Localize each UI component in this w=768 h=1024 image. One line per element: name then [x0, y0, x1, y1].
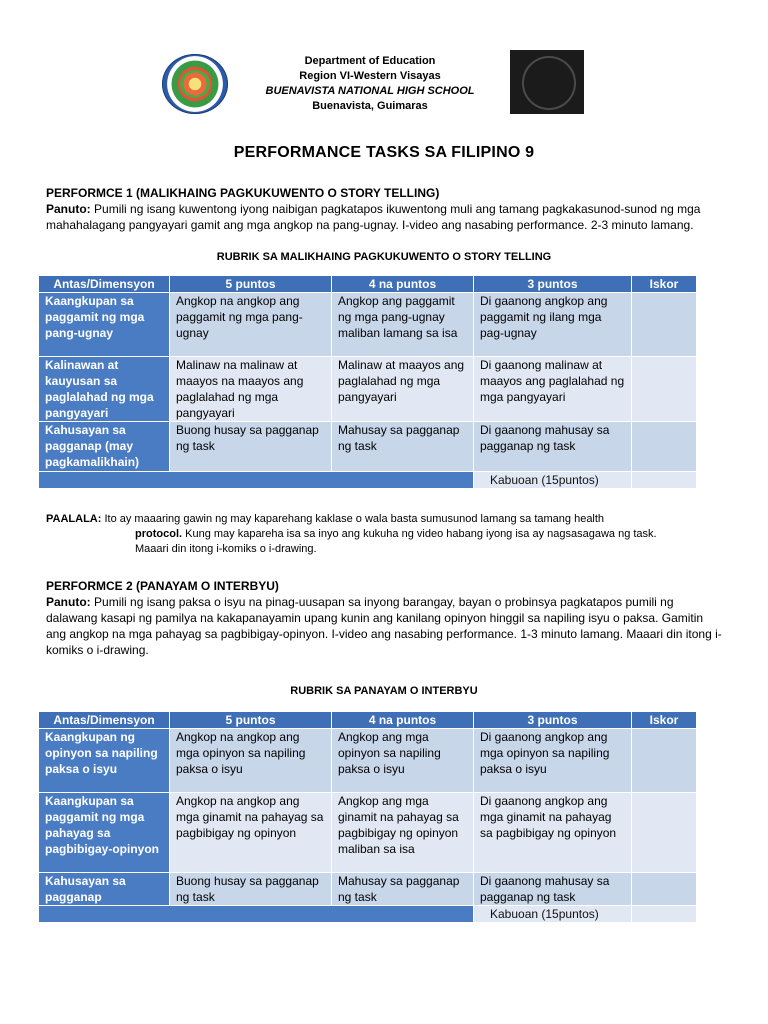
row-criterion: Kaangkupan ng opinyon sa napiling paksa o isyu: [39, 729, 170, 793]
score-cell: [632, 422, 697, 472]
document-header: [0, 0, 768, 120]
school-seal-logo: [510, 50, 584, 114]
table-cell: Di gaanong angkop ang mga opinyon sa napiling paksa o isyu: [474, 729, 632, 793]
table-row: [39, 873, 697, 906]
table-header-row: [39, 712, 697, 729]
table-header-row: [39, 276, 697, 293]
total-row: [39, 906, 697, 923]
table-cell: Di gaanong angkop ang mga ginamit na pahayag sa pagbibigay ng opinyon: [474, 793, 632, 873]
table-cell: Mahusay sa pagganap ng task: [332, 422, 474, 472]
task2-instr-label: Panuto:: [46, 595, 91, 609]
task2-rubric-title: RUBRIK SA PANAYAM O INTERBYU: [290, 685, 478, 697]
task1-instr-label: Panuto:: [46, 202, 91, 216]
score-cell: [632, 873, 697, 906]
page-title: PERFORMANCE TASKS SA FILIPINO 9: [233, 144, 535, 161]
score-cell: [632, 729, 697, 793]
row-criterion: Kalinawan at kauyusan sa paglalahad ng mga pangyayari: [39, 357, 170, 422]
total-score-cell: [632, 472, 697, 489]
col-header: 5 puntos: [170, 712, 332, 729]
score-cell: [632, 357, 697, 422]
header-text: [232, 54, 508, 114]
table-cell: Angkop na angkop ang mga ginamit na pahayag sa pagbibigay ng opinyon: [170, 793, 332, 873]
task1-rubric-title: RUBRIK SA MALIKHAING PAGKUKUWENTO O STORY TELLING: [216, 251, 552, 263]
row-criterion: Kaangkupan sa paggamit ng mga pang-ugnay: [39, 293, 170, 357]
table-cell: Angkop na angkop ang mga opinyon sa napiling paksa o isyu: [170, 729, 332, 793]
note-text-line4: Maaari din itong i-komiks o i-drawing.: [135, 543, 317, 555]
table-cell: Angkop ang paggamit ng mga pang-ugnay maliban lamang sa isa: [332, 293, 474, 357]
table-row: [39, 422, 697, 472]
col-header: 5 puntos: [170, 276, 332, 293]
table-cell: Buong husay sa pagganap ng task: [170, 422, 332, 472]
table-cell: Di gaanong angkop ang paggamit ng ilang mga pag-ugnay: [474, 293, 632, 357]
table-cell: Angkop na angkop ang paggamit ng mga pang-ugnay: [170, 293, 332, 357]
table-cell: Angkop ang mga ginamit na pahayag sa pagbibigay ng opinyon maliban sa isa: [332, 793, 474, 873]
table-row: [39, 357, 697, 422]
header-region: Region VI-Western Visayas: [299, 70, 441, 82]
total-label: Kabuoan (15puntos): [474, 472, 632, 489]
task1-instructions: [46, 201, 726, 233]
total-label: Kabuoan (15puntos): [474, 906, 632, 923]
table-cell: Di gaanong mahusay sa pagganap ng task: [474, 422, 632, 472]
task1-instr-text: Pumili ng isang kuwentong iyong naibigan pagkatapos ikuwentong muli ang tamang pagkakasunod-sunod ng mga mahahalagang pangyayari gamit ang mga angkop na pang-ugnay. I-video ang nasabing performance. 2-3 minuto lamang.: [46, 202, 701, 232]
col-header: 3 puntos: [474, 712, 632, 729]
table-cell: Angkop ang mga opinyon sa napiling paksa o isyu: [332, 729, 474, 793]
header-location: Buenavista, Guimaras: [312, 100, 428, 112]
score-cell: [632, 793, 697, 873]
row-criterion: Kaangkupan sa paggamit ng mga pahayag sa pagbibigay-opinyon: [39, 793, 170, 873]
table-cell: Di gaanong malinaw at maayos ang paglalahad ng mga pangyayari: [474, 357, 632, 422]
row-criterion: Kahusayan sa pagganap (may pagkamalikhain): [39, 422, 170, 472]
table-cell: Malinaw na malinaw at maayos na maayos ang paglalahad ng mga pangyayari: [170, 357, 332, 422]
col-header: 4 na puntos: [332, 276, 474, 293]
note-text-line1: Ito ay maaaring gawin ng may kaparehang kaklase o wala basta sumusunod lamang sa tamang health: [104, 513, 605, 525]
task1-heading: PERFORMCE 1 (MALIKHAING PAGKUKUWENTO O STORY TELLING): [46, 186, 440, 200]
total-score-cell: [632, 906, 697, 923]
total-spacer: [39, 906, 474, 923]
col-header: Iskor: [632, 276, 697, 293]
note-text-line3: Kung may kapareha isa sa inyo ang kukuha ng video habang iyong isa ay nagsasagawa ng task.: [185, 528, 657, 540]
task2-instructions: [46, 594, 726, 658]
col-header: Antas/Dimensyon: [39, 712, 170, 729]
col-header: 3 puntos: [474, 276, 632, 293]
table-cell: Mahusay sa pagganap ng task: [332, 873, 474, 906]
table-row: [39, 729, 697, 793]
reminder-note: [46, 512, 726, 557]
task1-rubric-table: [38, 275, 697, 489]
table-row: [39, 793, 697, 873]
table-cell: Di gaanong mahusay sa pagganap ng task: [474, 873, 632, 906]
table-cell: Malinaw at maayos ang paglalahad ng mga pangyayari: [332, 357, 474, 422]
task2-rubric-table: [38, 711, 697, 923]
table-cell: Buong husay sa pagganap ng task: [170, 873, 332, 906]
note-text-line2: protocol.: [135, 528, 183, 540]
deped-seal-logo: [162, 54, 228, 114]
col-header: Iskor: [632, 712, 697, 729]
score-cell: [632, 293, 697, 357]
total-spacer: [39, 472, 474, 489]
task2-instr-text: Pumili ng isang paksa o isyu na pinag-uusapan sa inyong barangay, bayan o probinsya pagkatapos pumili ng dalawang kasapi ng pamilya na kakapanayamin upang kunin ang kanilang opinyon hinggil sa napiling isyu o paksa. Gamitin ang angkop na mga pahayag sa pagbibigay-opinyon. I-video ang nasabing performance. 1-3 minuto lamang. Maaari din itong i-komiks o i-drawing.: [46, 595, 722, 657]
note-label: PAALALA:: [46, 513, 102, 525]
row-criterion: Kahusayan sa pagganap: [39, 873, 170, 906]
col-header: 4 na puntos: [332, 712, 474, 729]
table-row: [39, 293, 697, 357]
total-row: [39, 472, 697, 489]
header-school: BUENAVISTA NATIONAL HIGH SCHOOL: [265, 85, 475, 97]
header-department: Department of Education: [304, 55, 436, 67]
col-header: Antas/Dimensyon: [39, 276, 170, 293]
task2-heading: PERFORMCE 2 (PANAYAM O INTERBYU): [46, 579, 279, 593]
